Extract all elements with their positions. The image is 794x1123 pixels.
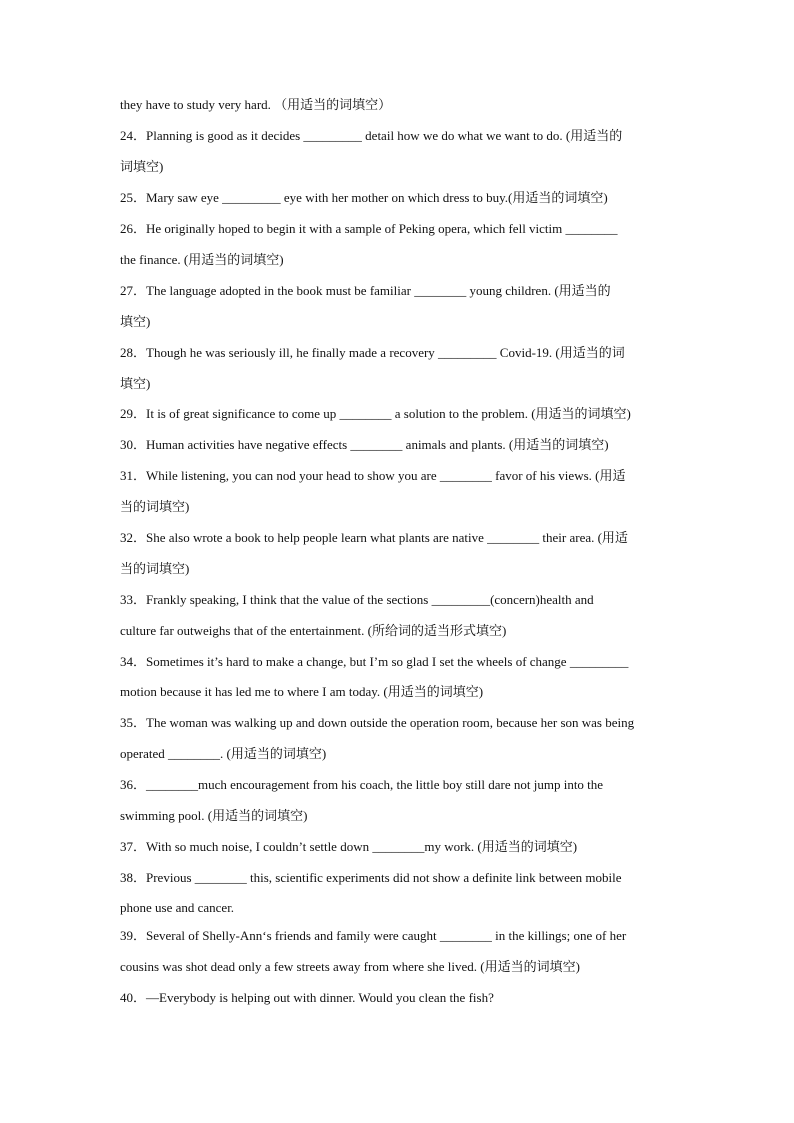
text-line: the finance. (用适当的词填空) — [120, 252, 284, 267]
text-line: 30．Human activities have negative effects ________ animals and plants. (用适当的词填空) — [120, 437, 609, 452]
text-line: 25．Mary saw eye _________ eye with her mother on which dress to buy.(用适当的词填空) — [120, 190, 608, 205]
text-line: culture far outweighs that of the entertainment. (所给词的适当形式填空) — [120, 623, 507, 638]
text-line: 当的词填空) — [120, 561, 190, 576]
text-line: phone use and cancer. — [120, 900, 235, 915]
text-line: 34．Sometimes it’s hard to make a change, but I’m so glad I set the wheels of change _________ — [120, 654, 629, 669]
text-line: operated ________. (用适当的词填空) — [120, 746, 327, 761]
text-line: 40．—Everybody is helping out with dinner. Would you clean the fish? — [120, 990, 494, 1005]
text-line: 填空) — [120, 376, 151, 391]
text-line: 24．Planning is good as it decides _________ detail how we do what we want to do. (用适当的 — [120, 128, 623, 143]
text-line: they have to study very hard. （用适当的词填空） — [120, 97, 392, 112]
text-line: 填空) — [120, 314, 151, 329]
text-line: 37．With so much noise, I couldn’t settle down ________my work. (用适当的词填空) — [120, 839, 578, 854]
text-line: 26．He originally hoped to begin it with a sample of Peking opera, which fell victim ________ — [120, 221, 618, 236]
text-line: 27．The language adopted in the book must be familiar ________ young children. (用适当的 — [120, 283, 611, 298]
text-line: 35．The woman was walking up and down outside the operation room, because her son was being — [120, 715, 635, 730]
text-line: 38．Previous ________ this, scientific experiments did not show a definite link between mobile — [120, 870, 622, 885]
text-line: 39．Several of Shelly-Ann‘s friends and family were caught ________ in the killings; one of her — [120, 928, 627, 943]
text-line: cousins was shot dead only a few streets away from where she lived. (用适当的词填空) — [120, 959, 580, 974]
text-line: 33．Frankly speaking, I think that the value of the sections _________(concern)health and — [120, 592, 594, 607]
text-line: 36．________much encouragement from his coach, the little boy still dare not jump into the — [120, 777, 604, 792]
text-line: 当的词填空) — [120, 499, 190, 514]
text-line: 28．Though he was seriously ill, he finally made a recovery _________ Covid-19. (用适当的词 — [120, 345, 625, 360]
text-line: 词填空) — [120, 159, 164, 174]
text-line: 31．While listening, you can nod your head to show you are ________ favor of his views. (用适 — [120, 468, 626, 483]
text-line: swimming pool. (用适当的词填空) — [120, 808, 308, 823]
text-line: 29．It is of great significance to come up ________ a solution to the problem. (用适当的词填空) — [120, 406, 631, 421]
text-line: 32．She also wrote a book to help people learn what plants are native ________ their area. (用适 — [120, 530, 628, 545]
text-line: motion because it has led me to where I am today. (用适当的词填空) — [120, 684, 484, 699]
